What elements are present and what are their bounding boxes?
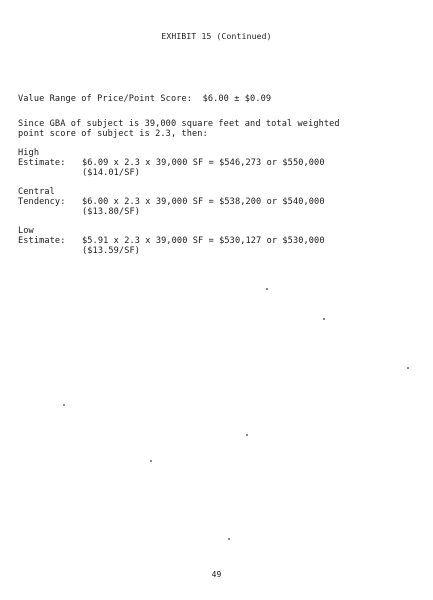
scan-speck [228,538,230,540]
intro-line-2: point score of subject is 2.3, then: [18,129,208,139]
scan-speck [407,367,409,369]
intro-line-1: Since GBA of subject is 39,000 square feet and total weighted [18,119,340,129]
scan-speck [323,318,325,320]
low-label-line-1: Low [18,226,34,236]
central-label-line-2: Tendency: [18,197,66,207]
low-estimate-per-sf: ($13.59/SF) [82,246,141,256]
exhibit-title: EXHIBIT 15 (Continued) [161,32,272,41]
high-estimate-per-sf: ($14.01/SF) [82,168,141,178]
value-range-line: Value Range of Price/Point Score: $6.00 ± $0.09 [18,94,272,104]
page-number: 49 [211,570,222,579]
scan-speck [150,460,152,462]
scan-speck [266,288,268,290]
central-tendency-calc: $6.00 x 2.3 x 39,000 SF = $538,200 or $540,000 [82,197,325,207]
central-label-line-1: Central [18,187,55,197]
high-label-line-2: Estimate: [18,158,66,168]
high-estimate-calc: $6.09 x 2.3 x 39,000 SF = $546,273 or $550,000 [82,158,325,168]
scan-speck [63,404,65,406]
low-estimate-calc: $5.91 x 2.3 x 39,000 SF = $530,127 or $530,000 [82,236,325,246]
scan-speck [246,434,248,436]
high-label-line-1: High [18,148,40,158]
central-tendency-per-sf: ($13.80/SF) [82,207,141,217]
low-label-line-2: Estimate: [18,236,66,246]
